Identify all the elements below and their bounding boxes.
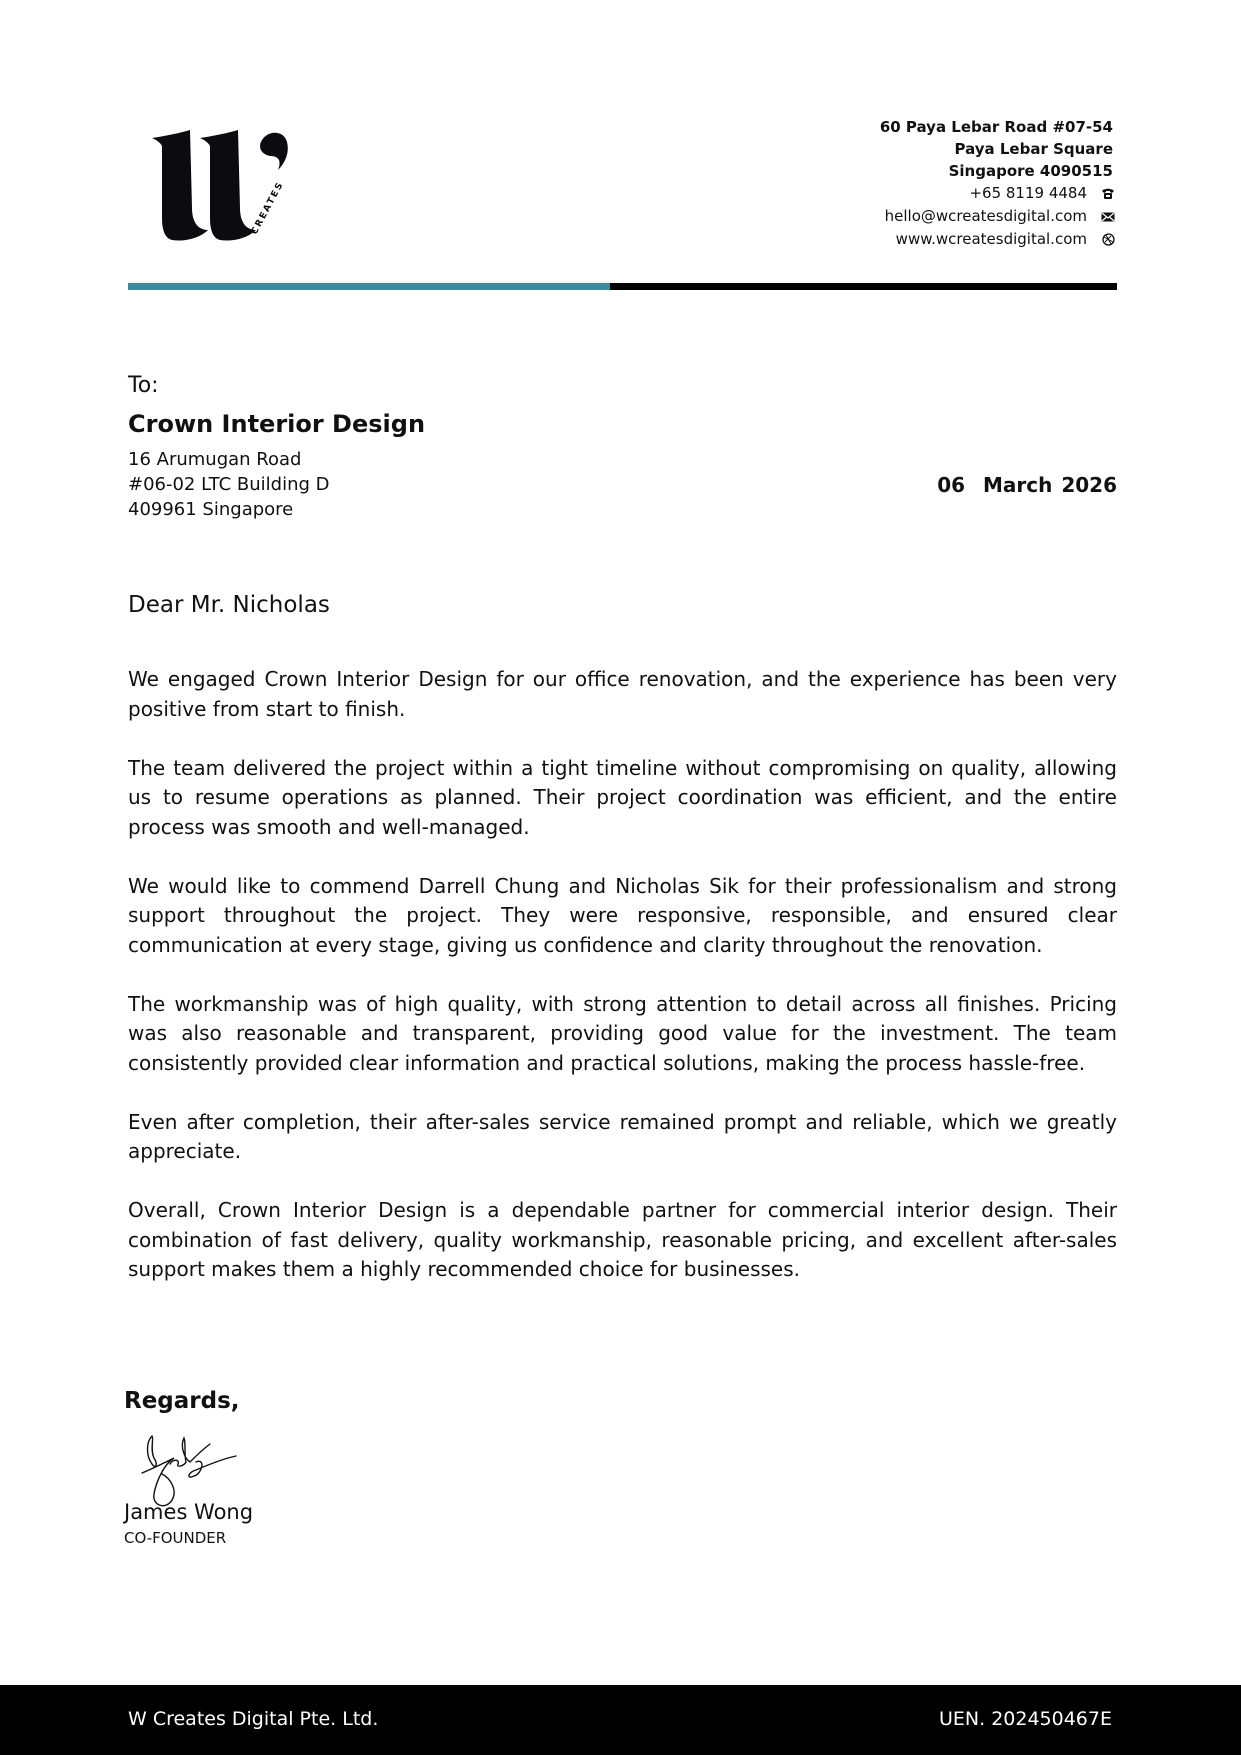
sender-address-line-2: Paya Lebar Square <box>954 140 1113 158</box>
recipient-address <box>128 447 330 522</box>
email-address: hello@wcreatesdigital.com <box>884 207 1087 225</box>
logo-tagline: CREATES <box>249 179 287 237</box>
recipient-address-line-2: #06-02 LTC Building D <box>128 474 330 495</box>
email-line <box>880 205 1113 228</box>
company-logo <box>150 130 305 250</box>
to-label: To: <box>128 373 159 398</box>
sender-address-line-3: Singapore 4090515 <box>948 162 1113 180</box>
signer-name: James Wong <box>124 1500 254 1524</box>
letter-date: 06 March 2026 <box>937 473 1117 497</box>
body-paragraph: The team delivered the project within a tight timeline without compromising on quality, allowing us to resume operations as planned. Their project coordination was efficient, and the entire process was smooth and well-managed. <box>128 755 1117 839</box>
salutation: Dear Mr. Nicholas <box>128 592 330 618</box>
sender-address-line-1: 60 Paya Lebar Road #07-54 <box>879 118 1113 136</box>
sender-contact-block <box>880 116 1113 251</box>
footer-uen: UEN. 202450467E <box>938 1708 1112 1730</box>
header-divider-dark <box>610 283 1117 290</box>
logo-stroke-right <box>200 130 256 241</box>
header-divider <box>128 283 1117 290</box>
closing-regards: Regards, <box>124 1388 240 1414</box>
body-paragraph: Overall, Crown Interior Design is a dependable partner for commercial interior design. Their combination of fast delivery, quality workmanship, reasonable pricing, and excellent after-sales support makes them a highly recommended choice for businesses. <box>128 1198 1117 1281</box>
envelope-icon <box>1101 210 1115 224</box>
phone-number: +65 8119 4484 <box>969 184 1087 202</box>
recipient-address-line-3: 409961 Singapore <box>128 499 294 520</box>
footer-company-name: W Creates Digital Pte. Ltd. <box>128 1708 379 1730</box>
website-line <box>880 228 1113 251</box>
recipient-name: Crown Interior Design <box>128 410 426 438</box>
website-url: www.wcreatesdigital.com <box>895 230 1087 248</box>
body-paragraph: We engaged Crown Interior Design for our office renovation, and the experience has been very positive from start to finish. <box>128 667 1117 721</box>
body-paragraph: Even after completion, their after-sales service remained prompt and reliable, which we greatly appreciate. <box>128 1109 1117 1163</box>
body-paragraph: The workmanship was of high quality, with strong attention to detail across all finishes. Pricing was also reasonable and transparent, providing good value for the investment. The team consistently provided clear information and practical solutions, making the process hassle-free. <box>128 991 1117 1075</box>
recipient-address-line-1: 16 Arumugan Road <box>128 449 302 470</box>
globe-icon <box>1101 233 1115 247</box>
logo-stroke-left <box>152 130 208 241</box>
logo-apostrophe <box>260 133 288 170</box>
page-footer <box>0 1685 1241 1755</box>
phone-line <box>880 182 1113 205</box>
letter-body <box>128 665 1117 1314</box>
header-divider-accent <box>128 283 610 290</box>
body-paragraph: We would like to commend Darrell Chung and Nicholas Sik for their professionalism and strong support throughout the project. They were responsive, responsible, and ensured clear communication at every stage, giving us confidence and clarity throughout the renovation. <box>128 873 1117 957</box>
phone-icon <box>1101 187 1115 201</box>
signer-title: CO-FOUNDER <box>124 1529 227 1547</box>
